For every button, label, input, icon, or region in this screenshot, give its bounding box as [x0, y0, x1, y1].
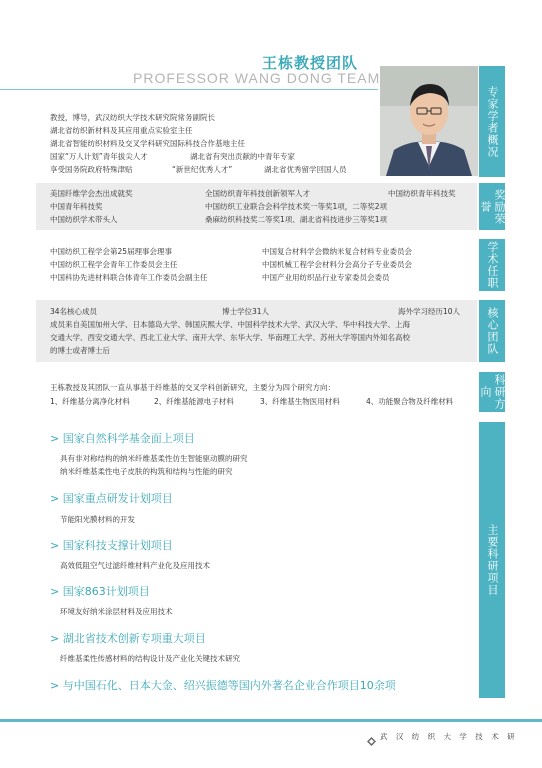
- research-direction: 1、纤维基分离净化材料: [50, 397, 130, 406]
- project-item: 具有非对称结构的纳米纤维基柔性仿生智能驱动膜的研究: [60, 454, 248, 463]
- award-item: 全国纺织青年科技创新领军人才: [205, 189, 310, 198]
- page-title: 王栋教授团队: [262, 54, 359, 72]
- core-overseas: 海外学习经历10人: [398, 307, 461, 316]
- academic-item: 中国复合材料学会微纳米复合材料专业委员会: [262, 247, 412, 256]
- core-phd: 博士学位31人: [222, 307, 270, 316]
- footer-bar: [0, 719, 542, 722]
- award-item: 中国纺织工业联合会科学技术奖一等奖1项，二等奖2项: [205, 202, 388, 211]
- side-tab-projects: 主要科研项目: [479, 422, 505, 698]
- profile-line: 湖北省有突出贡献的中青年专家: [190, 152, 295, 161]
- research-intro: 王栋教授及其团队一直从事基于纤维基的交叉学科创新研究，主要分为四个研究方向：: [50, 383, 335, 392]
- profile-line: 湖北省智能纺织材料及交叉学科研究国际科技合作基地主任: [50, 139, 245, 148]
- project-title: > 国家自然科学基金面上项目: [50, 432, 195, 445]
- portrait-illustration: [380, 66, 478, 176]
- footer-text: 武 汉 纺 织 大 学 技 术 研: [380, 732, 518, 741]
- research-direction: 4、功能聚合物及纤维材料: [366, 397, 454, 406]
- side-tab-awards: 奖励荣誉: [479, 183, 505, 230]
- title-divider: [0, 89, 378, 90]
- project-item: 纤维基柔性传感材料的结构设计及产业化关键技术研究: [60, 654, 240, 663]
- side-tab-profile: 专家学者概况: [479, 66, 505, 177]
- side-tab-core-team: 核心团队: [479, 300, 505, 362]
- research-direction: 2、纤维基能源电子材料: [154, 397, 234, 406]
- core-desc-line: 交通大学、西安交通大学、西北工业大学、南开大学、东华大学、华南理工大学、苏州大学等国内外知名高校: [50, 333, 410, 342]
- profile-line: 湖北省优秀留学回国人员: [264, 165, 347, 174]
- profile-line: 享受国务院政府特殊津贴: [50, 165, 133, 174]
- award-item: 中国纺织学术带头人: [50, 215, 118, 224]
- project-title: > 国家科技支撑计划项目: [50, 539, 173, 552]
- award-item: 中国青年科技奖: [50, 202, 103, 211]
- project-item: 高效低阻空气过滤纤维材料产业化及应用技术: [60, 561, 210, 570]
- core-desc-line: 成员来自美国加州大学、日本德岛大学、韩国庆熙大学、中国科学技术大学、武汉大学、华中科技大学、上海: [50, 320, 410, 329]
- academic-item: 中国机械工程学会材料分会高分子专业委员会: [262, 260, 412, 269]
- project-item: 纳米纤维基柔性电子皮肤的构筑和结构与性能的研究: [60, 467, 233, 476]
- academic-item: 中国纺织工程学会第25届理事会理事: [50, 247, 173, 256]
- academic-item: 中国产业用纺织品行业专家委员会委员: [262, 273, 390, 282]
- academic-item: 中国科协先进材料联合体青年工作委员会副主任: [50, 273, 208, 282]
- page-subtitle: PROFESSOR WANG DONG TEAM: [133, 70, 381, 86]
- core-desc-line: 的博士或者博士后: [50, 346, 110, 355]
- university-logo-icon: [367, 731, 376, 740]
- project-title: > 与中国石化、日本大金、绍兴振德等国内外著名企业合作项目10余项: [50, 679, 396, 692]
- research-direction: 3、纤维基生物医用材料: [260, 397, 340, 406]
- profile-line: 湖北省纺织新材料及其应用重点实验室主任: [50, 126, 193, 135]
- project-title: > 国家重点研发计划项目: [50, 492, 173, 505]
- award-item: 美国纤维学会杰出成就奖: [50, 189, 133, 198]
- project-item: 环境友好纳米涂层材料及应用技术: [60, 607, 173, 616]
- profile-line: 国家“万人计划”青年拔尖人才: [50, 152, 148, 161]
- side-tab-academic: 学术任职: [479, 239, 505, 291]
- academic-item: 中国纺织工程学会青年工作委员会主任: [50, 260, 178, 269]
- project-title: > 湖北省技术创新专项重大项目: [50, 632, 206, 645]
- profile-line: 教授，博导，武汉纺织大学技术研究院常务副院长: [50, 113, 215, 122]
- side-tab-research: 科研方向: [479, 374, 506, 410]
- award-item: 桑麻纺织科技奖二等奖1项、湖北省科技进步三等奖1项: [205, 215, 388, 224]
- profile-line: “新世纪优秀人才”: [172, 165, 233, 174]
- project-item: 节能阳光膜材料的开发: [60, 515, 135, 524]
- award-item: 中国纺织青年科技奖: [388, 189, 456, 198]
- core-members: 34名核心成员: [50, 307, 98, 316]
- portrait-photo: [380, 66, 478, 176]
- project-title: > 国家863计划项目: [50, 585, 150, 598]
